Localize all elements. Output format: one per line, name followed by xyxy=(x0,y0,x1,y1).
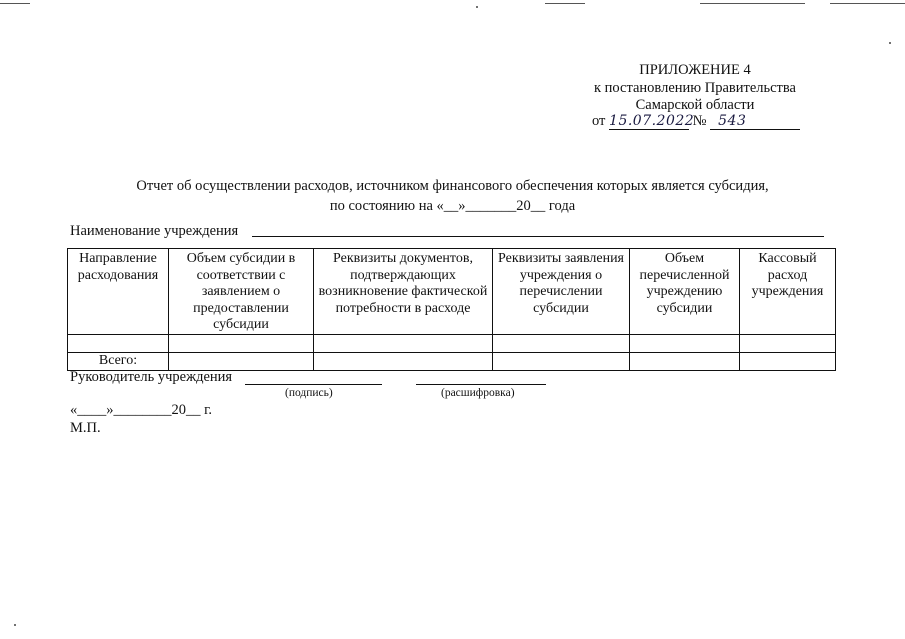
column-header: Реквизиты заявления учреждения о перечислении субсидии xyxy=(493,249,630,335)
institution-name-line xyxy=(252,236,824,237)
column-header: Реквизиты документов, подтверждающих возникновение фактической потребности в расходе xyxy=(314,249,493,335)
stamp-label: М.П. xyxy=(70,420,101,436)
table-cell xyxy=(68,334,169,352)
table-cell xyxy=(630,334,740,352)
scan-artifact-line xyxy=(700,3,805,4)
column-header: Кассовый расход учреждения xyxy=(740,249,836,335)
scan-artifact-line xyxy=(545,3,585,4)
number-label: № xyxy=(692,113,707,129)
signature-date-blank: «____»________20__ г. xyxy=(70,402,213,418)
scan-artifact-line xyxy=(0,3,30,4)
table-total-row xyxy=(68,352,836,370)
appendix-header xyxy=(560,62,830,115)
decree-date-value: 15.07.2022 xyxy=(609,113,695,129)
table-cell xyxy=(740,334,836,352)
scan-artifact-line xyxy=(830,3,905,4)
table-row xyxy=(68,334,836,352)
column-header: Направление расходования xyxy=(68,249,169,335)
date-prefix: от xyxy=(592,113,606,129)
report-title xyxy=(60,176,845,216)
appendix-title: ПРИЛОЖЕНИЕ 4 xyxy=(639,62,751,78)
institution-label: Наименование учреждения xyxy=(70,223,239,239)
decoding-line xyxy=(416,384,546,385)
decoding-caption: (расшифровка) xyxy=(441,387,515,399)
table-cell xyxy=(493,352,630,370)
scan-speck xyxy=(889,42,891,44)
column-header: Объем перечисленной учреждению субсидии xyxy=(630,249,740,335)
decree-number-value: 543 xyxy=(710,113,800,130)
signature-caption: (подпись) xyxy=(285,387,333,399)
report-title-line2: по состоянию на «__»_______20__ года xyxy=(329,198,576,214)
table-cell xyxy=(169,352,314,370)
report-title-line1: Отчет об осуществлении расходов, источником финансового обеспечения которых является субсидия, xyxy=(136,178,769,194)
table-cell xyxy=(314,334,493,352)
report-table xyxy=(67,248,836,371)
table-cell xyxy=(169,334,314,352)
total-label: Всего: xyxy=(68,352,169,370)
table-cell xyxy=(630,352,740,370)
decree-date-line xyxy=(592,113,800,130)
signature-line xyxy=(245,384,382,385)
table-cell xyxy=(740,352,836,370)
appendix-subtitle: к постановлению Правительства xyxy=(594,79,796,96)
table-cell xyxy=(314,352,493,370)
scan-speck xyxy=(476,6,478,8)
table-header-row xyxy=(68,249,836,335)
column-header: Объем субсидии в соответствии с заявлением о предоставлении субсидии xyxy=(169,249,314,335)
head-of-institution-label: Руководитель учреждения xyxy=(70,369,233,385)
scan-speck xyxy=(14,624,16,626)
appendix-region: Самарской области xyxy=(635,97,755,113)
table-cell xyxy=(493,334,630,352)
